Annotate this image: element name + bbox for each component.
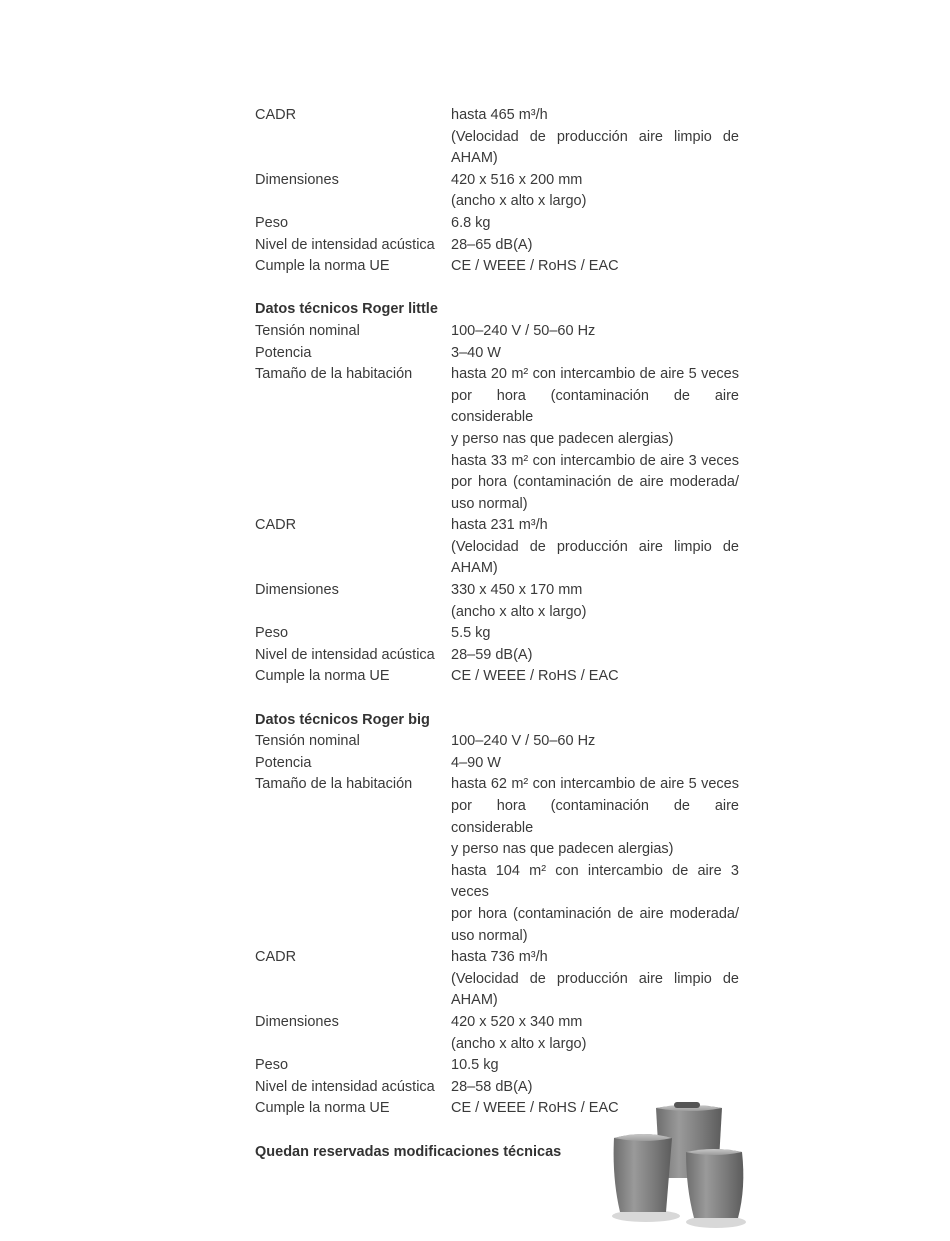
spec-value-line: 100–240 V / 50–60 Hz [451,733,596,750]
spec-value-line: hasta 20 m² con intercambio de aire 5 veces [451,366,739,383]
spec-value-line: 420 x 520 x 340 mm [451,1013,583,1030]
spec-value-line: (Velocidad de producción aire limpio de [451,538,739,555]
spec-value-line: hasta 736 m³/h [451,949,548,966]
section-heading-roger-little: Datos técnicos Roger little [255,301,438,318]
spec-value [451,343,739,365]
spec-value [451,213,739,235]
spec-value-line: por hora (contaminación de aire moderada/ [451,905,739,922]
spec-row [255,645,740,667]
spec-row [255,623,740,645]
product-illustration [608,1098,748,1233]
spec-label: Cumple la norma UE [255,1100,390,1117]
spec-row [255,947,740,1012]
spec-label: Peso [255,625,289,642]
spec-value-line: (ancho x alto x largo) [451,193,587,210]
spec-label: Peso [255,214,289,231]
spec-label: Nivel de intensidad acústica [255,1078,435,1095]
spec-label: Cumple la norma UE [255,258,390,275]
spec-value-line: 420 x 516 x 200 mm [451,171,583,188]
spec-value-line: uso normal) [451,927,528,944]
spec-document [255,105,740,1163]
spec-value-line: hasta 33 m² con intercambio de aire 3 veces [451,452,739,469]
spec-row [255,321,740,343]
spec-row [255,170,740,213]
spec-row [255,364,740,515]
spec-value-line: CE / WEEE / RoHS / EAC [451,1100,619,1117]
spec-value-line: (ancho x alto x largo) [451,1035,587,1052]
spec-value-line: hasta 231 m³/h [451,517,548,534]
spec-value [451,364,739,515]
spec-value [451,580,739,623]
spec-row [255,343,740,365]
spec-value-line: 28–59 dB(A) [451,646,533,663]
spec-section-roger-big [255,731,740,1120]
spec-value-line: (Velocidad de producción aire limpio de [451,128,739,145]
spec-label: CADR [255,949,297,966]
spec-row [255,731,740,753]
spec-label: Dimensiones [255,1013,339,1030]
spec-row [255,580,740,623]
spec-value [451,1077,739,1099]
spec-value [451,623,739,645]
spec-value [451,1055,739,1077]
spec-label: Peso [255,1057,289,1074]
spec-value [451,753,739,775]
spec-value-line: y perso nas que padecen alergias) [451,841,674,858]
spec-section-roger-little [255,321,740,688]
spec-value-line: hasta 465 m³/h [451,107,548,123]
footer-note: Quedan reservadas modificaciones técnicas [255,1143,562,1160]
spec-label: Dimensiones [255,582,339,599]
spec-row [255,1077,740,1099]
spec-section-top [255,105,740,278]
spec-row [255,666,740,688]
section-heading-roger-big: Datos técnicos Roger big [255,711,430,728]
spec-row [255,1012,740,1055]
spec-value-line: uso normal) [451,495,528,512]
spec-value-line: 5.5 kg [451,625,491,642]
air-purifier-family-icon [608,1098,748,1233]
spec-value [451,645,739,667]
spec-label: Tensión nominal [255,322,360,339]
spec-label: Tensión nominal [255,733,360,750]
spec-label: Potencia [255,344,312,361]
spec-row [255,235,740,257]
spec-value-line: (ancho x alto x largo) [451,603,587,620]
spec-label: Cumple la norma UE [255,668,390,685]
spec-row [255,1055,740,1077]
spec-value-line: 100–240 V / 50–60 Hz [451,322,596,339]
spec-value [451,774,739,947]
spec-value [451,515,739,580]
spec-label: Tamaño de la habitación [255,366,413,383]
spec-value-line: por hora (contaminación de aire considerable [451,798,739,836]
spec-value-line: CE / WEEE / RoHS / EAC [451,668,619,685]
spec-value-line: 3–40 W [451,344,501,361]
spec-label: Nivel de intensidad acústica [255,646,435,663]
spec-value-line: AHAM) [451,150,498,167]
spec-row [255,774,740,947]
spec-label: Dimensiones [255,171,339,188]
spec-value-line: por hora (contaminación de aire moderada/ [451,474,739,491]
spec-value [451,235,739,257]
spec-label: Potencia [255,754,312,771]
spec-value-line: 10.5 kg [451,1057,499,1074]
spec-value [451,731,739,753]
spec-value-line: 28–58 dB(A) [451,1078,533,1095]
spec-value [451,947,739,1012]
spec-label: Tamaño de la habitación [255,776,413,793]
spec-value [451,321,739,343]
spec-label: Nivel de intensidad acústica [255,236,435,253]
spec-value-line: y perso nas que padecen alergias) [451,430,674,447]
spec-row [255,753,740,775]
spec-row [255,515,740,580]
spec-value [451,105,739,170]
spec-value-line: AHAM) [451,992,498,1009]
spec-value-line: 6.8 kg [451,214,491,231]
spec-row [255,213,740,235]
spec-value [451,666,739,688]
spec-value [451,170,739,213]
spec-row [255,105,740,170]
spec-row [255,256,740,278]
spec-label: CADR [255,517,297,534]
spec-value [451,1012,739,1055]
spec-value-line: 330 x 450 x 170 mm [451,582,583,599]
spec-value-line: hasta 62 m² con intercambio de aire 5 veces [451,776,739,793]
spec-value-line: 4–90 W [451,754,501,771]
spec-value [451,256,739,278]
spec-label: CADR [255,107,297,123]
spec-value-line: 28–65 dB(A) [451,236,533,253]
spec-value-line: AHAM) [451,560,498,577]
spec-value-line: hasta 104 m² con intercambio de aire 3 veces [451,862,739,901]
spec-value-line: (Velocidad de producción aire limpio de [451,970,739,987]
spec-value-line: CE / WEEE / RoHS / EAC [451,258,619,275]
spec-value-line: por hora (contaminación de aire considerable [451,387,739,426]
